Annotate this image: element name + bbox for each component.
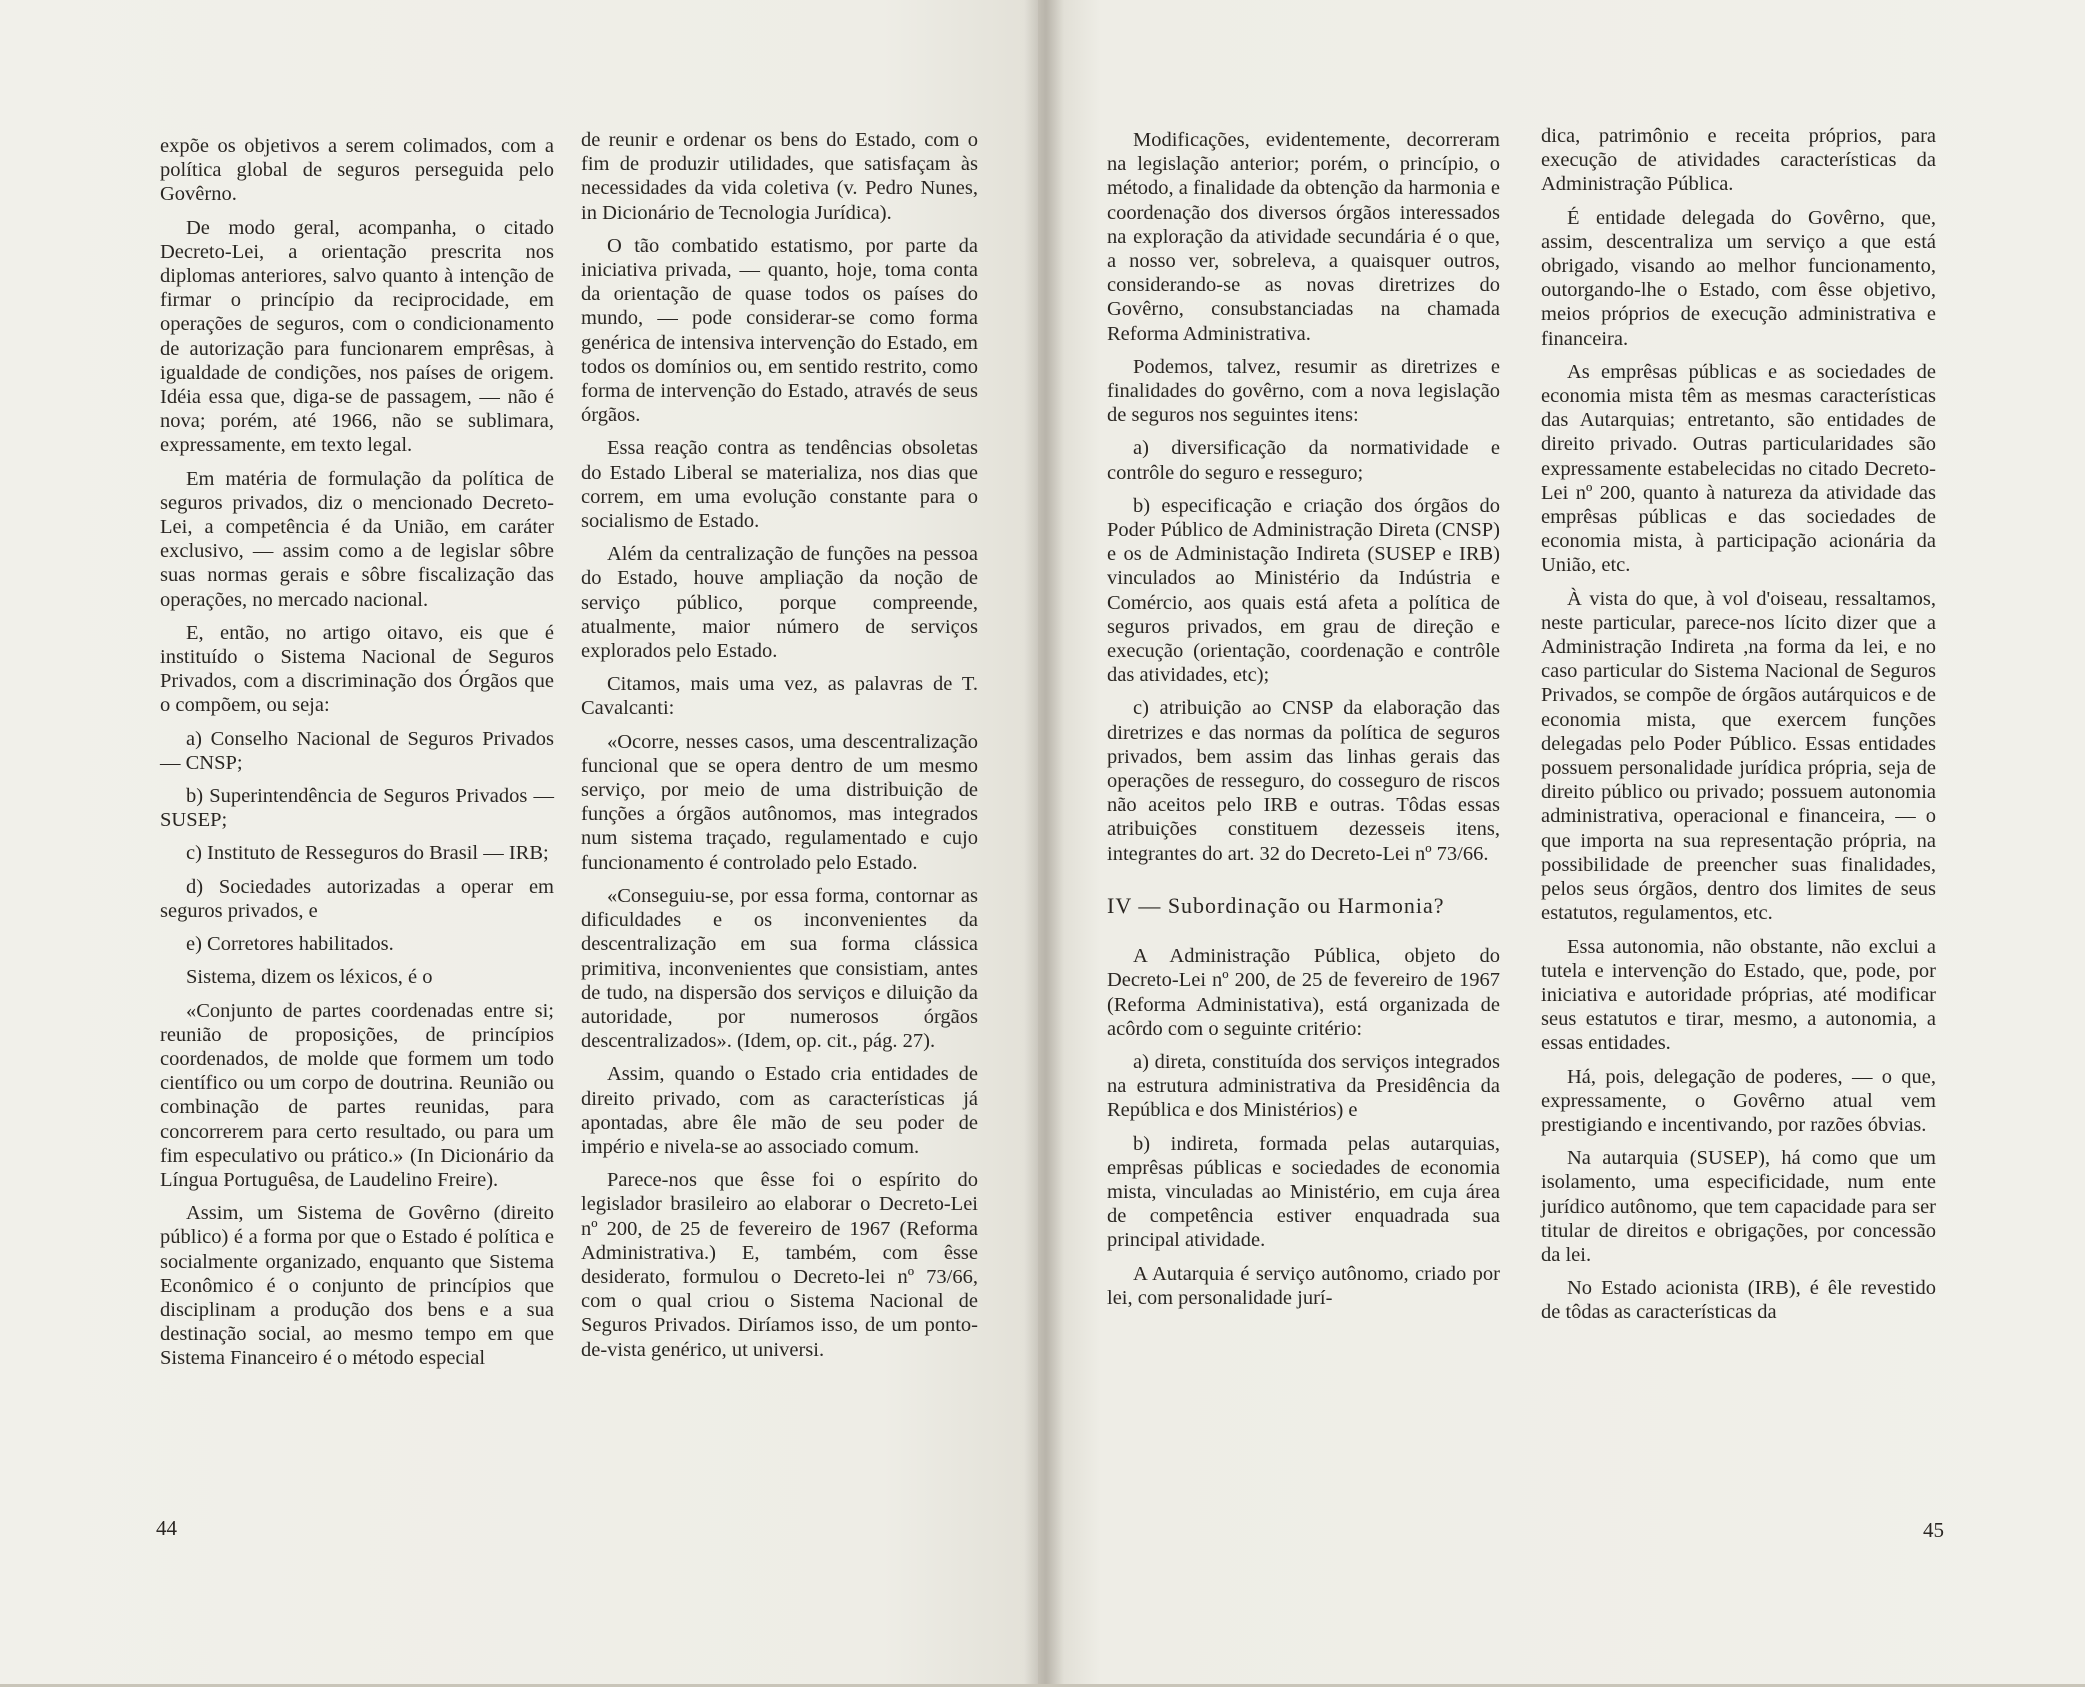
left-page-column-2	[581, 128, 978, 1371]
paragraph: de reunir e ordenar os bens do Estado, com o fim de produzir utilidades, que satisfaçam às necessidades da vida coletiva (v. Pedro Nunes, in Dicionário de Tecnologia Jurídica).	[581, 129, 978, 224]
paragraph: O tão combatido estatismo, por parte da iniciativa privada, — quanto, hoje, toma conta da orientação de quase todos os países do mundo, — pode considerar-se como forma genérica de intensiva intervenção do Estado, em todos os domínios ou, em sentido restrito, como forma de intervenção do Estado, através de seus órgãos.	[581, 234, 978, 427]
paragraph: Há, pois, delegação de poderes, — o que, expressamente, o Govêrno atual vem prestigiando e incentivando, por razões óbvias.	[1541, 1065, 1936, 1136]
paragraph: De modo geral, acompanha, o citado Decreto-Lei, a orientação prescrita nos diplomas anteriores, salvo quanto à intenção de firmar o princípio da reciprocidade, em operações de seguros, com o condicionamento de autorização para funcionarem emprêsas, à igualdade de condições, nos países de origem. Idéia essa que, diga-se de passagem, — não é nova; porém, até 1966, não se sublimara, expressamente, em texto legal.	[160, 216, 554, 457]
list-item: b) indireta, formada pelas autarquias, emprêsas públicas e sociedades de economia mista, vinculadas ao Ministério, em cuja área de competência estiver enquadrada sua principal atividade.	[1107, 1132, 1500, 1252]
list-item: b) especificação e criação dos órgãos do Poder Público de Administração Direta (CNSP) e os de Administação Indireta (SUSEP e IRB) vinculados ao Ministério da Indústria e Comércio, aos quais está afeta a política de seguros privados, em grau de direção e execução (orientação, coordenação e contrôle das atividades, etc);	[1107, 494, 1500, 687]
paragraph: Essa reação contra as tendências obsoletas do Estado Liberal se materializa, nos dias que correm, em uma evolução constante para o socialismo de Estado.	[581, 437, 978, 533]
paragraph: Parece-nos que êsse foi o espírito do legislador brasileiro ao elaborar o Decreto-Lei nº 200, de 25 de fevereiro de 1967 (Reforma Administrativa.) E, também, com êsse desiderato, formulou o Decreto-lei nº 73/66, com o qual criou o Sistema Nacional de Seguros Privados. Diríamos isso, de um ponto-de-vista genérico, ut universi.	[581, 1169, 978, 1361]
paragraph: A Autarquia é serviço autônomo, criado por lei, com personalidade jurí-	[1107, 1262, 1500, 1309]
quotation: «Ocorre, nesses casos, uma descentralização funcional que se opera dentro de um mesmo serviço, por meio de uma distribuição de funções a órgãos autônomos, mas integrados num sistema traçado, regulamentado e cujo funcionamento é controlado pelo Estado.	[581, 730, 978, 874]
left-page	[0, 0, 1038, 1687]
paragraph: Essa autonomia, não obstante, não exclui a tutela e intervenção do Estado, que, pode, por iniciativa e autoridade próprias, até modificar seus estatutos e tirar, mesmo, a autonomia, a essas entidades.	[1541, 935, 1936, 1055]
paragraph: Em matéria de formulação da política de seguros privados, diz o mencionado Decreto-Lei, a competência é da União, em caráter exclusivo, — assim como a de legislar sôbre suas normas gerais e sôbre fiscalização das operações, no mercado nacional.	[160, 467, 554, 611]
section-heading: IV — Subordinação ou Harmonia?	[1107, 892, 1445, 918]
paragraph: É entidade delegada do Govêrno, que, assim, descentraliza um serviço a que está obrigado, visando ao melhor funcionamento, outorgando-lhe o Estado, com êsse objetivo, meios próprios de execução administrativa e financeira.	[1541, 206, 1936, 350]
list-item: d) Sociedades autorizadas a operar em seguros privados, e	[160, 875, 554, 922]
quotation: «Conjunto de partes coordenadas entre si; reunião de proposições, de princípios coordenados, de molde que formem um todo científico ou um corpo de doutrina. Reunião ou combinação de partes reunidas, para concorrerem para certo resultado, ou para um fim especulativo ou prático.» (In Dicionário da Língua Portuguêsa, de Laudelino Freire).	[160, 999, 554, 1191]
list-item: a) direta, constituída dos serviços integrados na estrutura administrativa da Presidência da República e dos Ministérios) e	[1107, 1050, 1500, 1122]
paragraph: expõe os objetivos a serem colimados, com a política global de seguros perseguida pelo Govêrno.	[160, 135, 554, 206]
book-gutter	[1024, 0, 1064, 1687]
paragraph: Assim, um Sistema de Govêrno (direito público) é a forma por que o Estado é política e socialmente organizado, enquanto que Sistema Econômico é o conjunto de princípios que disciplinam a produção dos bens e a sua destinação social, ao mesmo tempo em que Sistema Financeiro é o método especial	[160, 1202, 554, 1370]
paragraph: Sistema, dizem os léxicos, é o	[186, 966, 433, 989]
page-number: 44	[156, 1516, 177, 1540]
list-item: b) Superintendência de Seguros Privados — SUSEP;	[160, 785, 554, 832]
paragraph: dica, patrimônio e receita próprios, para execução de atividades características da Administração Pública.	[1541, 125, 1936, 196]
paragraph: Modificações, evidentemente, decorreram na legislação anterior; porém, o princípio, o método, a finalidade da obtenção da harmonia e coordenação dos diversos órgãos interessados na exploração da atividade secundária é o que, a nosso ver, sobreleva, a quaisquer outros, considerando-se as novas diretrizes do Govêrno, consubstanciadas na chamada Reforma Administrativa.	[1107, 129, 1500, 345]
list-item: a) diversificação da normatividade e contrôle do seguro e resseguro;	[1107, 437, 1500, 484]
paragraph: Citamos, mais uma vez, as palavras de T. Cavalcanti:	[581, 673, 978, 720]
list-item: c) Instituto de Resseguros do Brasil — IRB;	[186, 842, 549, 865]
list-item: c) atribuição ao CNSP da elaboração das diretrizes e das normas da política de seguros privados, bem assim das linhas gerais das operações de resseguro, do cosseguro de riscos não aceitos pelo IRB e outras. Tôdas essas atribuições constituem dezesseis itens, integrantes do art. 32 do Decreto-Lei nº 73/66.	[1107, 697, 1500, 865]
paragraph: Podemos, talvez, resumir as diretrizes e finalidades do govêrno, com a nova legislação de seguros nos seguintes itens:	[1107, 355, 1500, 427]
right-page-column-2	[1541, 124, 1936, 1334]
right-page-column-1	[1107, 128, 1500, 1319]
paragraph: Assim, quando o Estado cria entidades de direito privado, com as características já apontadas, abre êle mão de seu poder de império e nivela-se ao associado comum.	[581, 1063, 978, 1158]
paragraph: A Administração Pública, objeto do Decreto-Lei nº 200, de 25 de fevereiro de 1967 (Reforma Administativa), está organizada de acôrdo com o seguinte critério:	[1107, 945, 1500, 1040]
left-page-column-1	[160, 134, 554, 1380]
quotation: «Conseguiu-se, por essa forma, contornar as dificuldades e os inconvenientes da descentralização em sua forma clássica primitiva, inconvenientes que consistiam, antes de tudo, na dispersão dos serviços e diluição da autoridade, por numerosos órgãos descentralizados». (Idem, op. cit., pág. 27).	[581, 884, 978, 1053]
paragraph: As emprêsas públicas e as sociedades de economia mista têm as mesmas características das Autarquias; entretanto, são entidades de direito privado. Outras particularidades são expressamente estabelecidas no citado Decreto-Lei nº 200, quanto à natureza da atividade das emprêsas públicas e das sociedades de economia mista, à participação acionária da União, etc.	[1541, 360, 1936, 577]
paragraph: À vista do que, à vol d'oiseau, ressaltamos, neste particular, parece-nos lícito dizer que a Administração Indireta ,na forma da lei, e no caso particular do Sistema Nacional de Seguros Privados, se compõe de órgãos autárquicos e de economia mista, que exercem funções delegadas pelo Poder Público. Essas entidades possuem personalidade jurídica própria, seja de direito público ou privado; possuem autonomia administrativa, operacional e financeira, — o que importa na sua representação própria, na possibilidade de preencher suas finalidades, pelos seus órgãos, dentro dos limites de seus estatutos, regulamentos, etc.	[1541, 587, 1936, 925]
paragraph: Além da centralização de funções na pessoa do Estado, houve ampliação da noção de serviço público, porque compreende, atualmente, maior número de serviços explorados pelo Estado.	[581, 543, 978, 663]
page-number: 45	[1923, 1518, 1944, 1542]
list-item: e) Corretores habilitados.	[186, 933, 394, 956]
paragraph: No Estado acionista (IRB), é êle revestido de tôdas as características da	[1541, 1277, 1936, 1324]
paragraph: E, então, no artigo oitavo, eis que é instituído o Sistema Nacional de Seguros Privados, com a discriminação dos Órgãos que o compõem, ou seja:	[160, 621, 554, 717]
list-item: a) Conselho Nacional de Seguros Privados — CNSP;	[160, 727, 554, 774]
paragraph: Na autarquia (SUSEP), há como que um isolamento, uma especificidade, num ente jurídico autônomo, que tem capacidade para ser titular de direitos e obrigações, por concessão da lei.	[1541, 1147, 1936, 1266]
